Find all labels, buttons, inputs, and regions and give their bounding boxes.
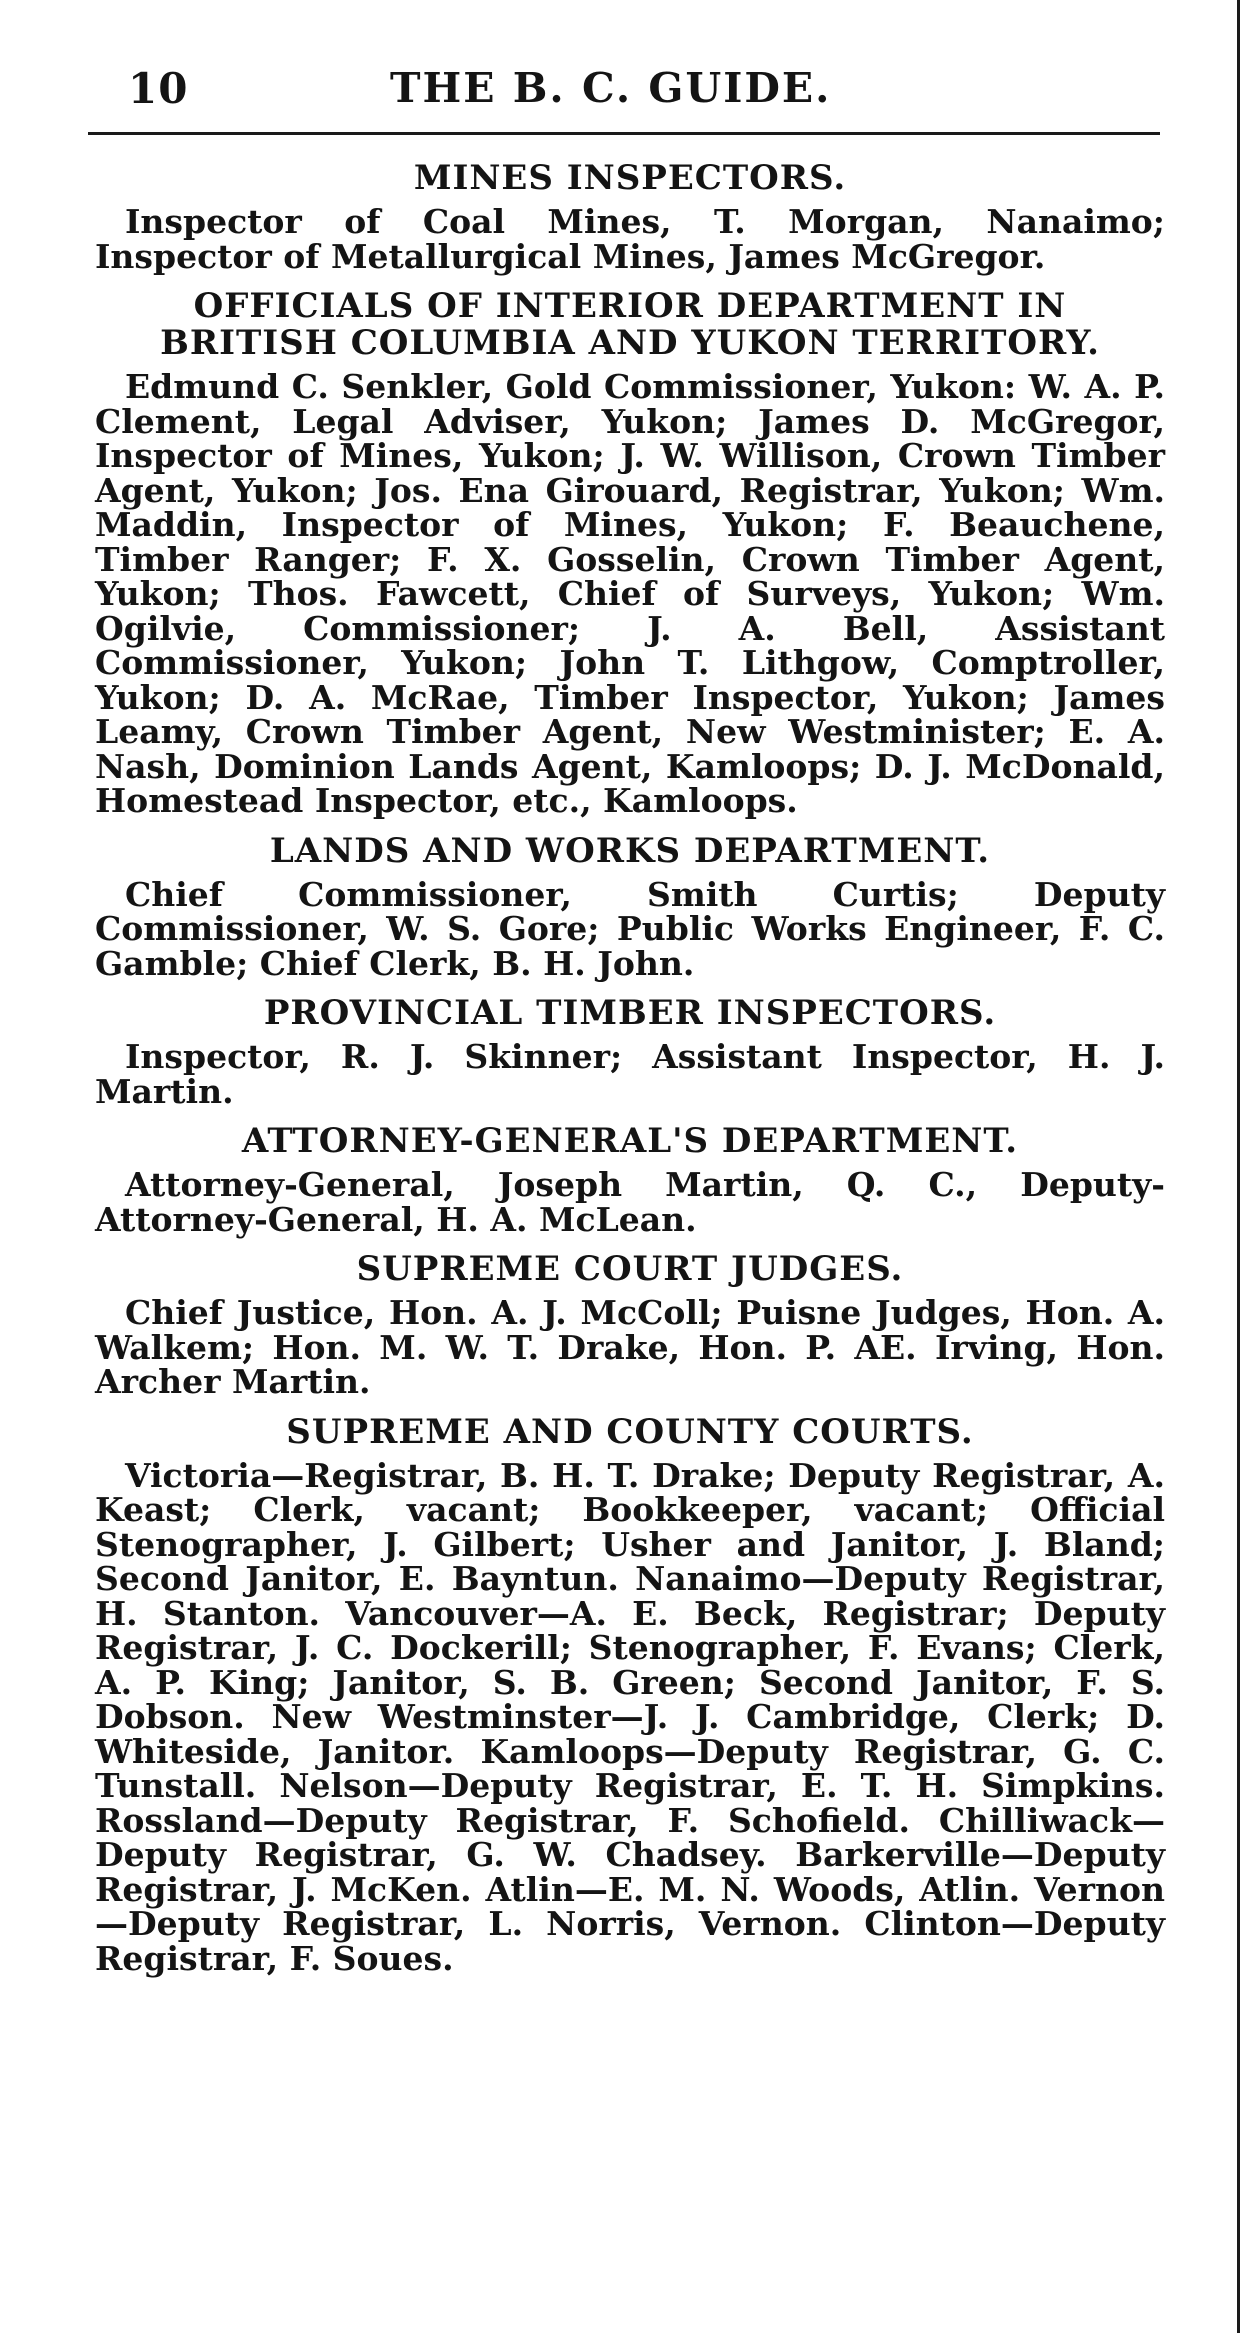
section-lands-and-works [95, 830, 1165, 983]
section-timber-inspectors [95, 995, 1165, 1109]
section-body: Victoria—Registrar, B. H. T. Drake; Deputy Registrar, A. Keast; Clerk, vacant; Bookkeeper, vacant; Official Stenographer, J. Gilbert; Usher and Janitor, J. Bland; Second Janitor, E. Bayntun. Nanaimo—Deputy Registrar, H. Stanton. Vancouver—A. E. Beck, Registrar; Deputy Registrar, J. C. Dockerill; Stenographer, F. Evans; Clerk, A. P. King; Janitor, S. B. Green; Second Janitor, F. S. Dobson. New Westminster—J. J. Cambridge, Clerk; D. Whiteside, Janitor. Kamloops—Deputy Registrar, G. C. Tunstall. Nelson—Deputy Registrar, E. T. H. Simpkins. Rossland—Deputy Registrar, F. Schofield. Chilliwack—Deputy Registrar, G. W. Chadsey. Barkerville—Deputy Registrar, J. McKen. Atlin—E. M. N. Woods, Atlin. Vernon—Deputy Registrar, L. Norris, Vernon. Clinton—Deputy Registrar, F. Soues. [95, 1455, 1165, 1978]
running-title: THE B. C. GUIDE. [390, 64, 832, 112]
section-attorney-general [95, 1123, 1165, 1237]
section-body: Chief Justice, Hon. A. J. McColl; Puisne Judges, Hon. A. Walkem; Hon. M. W. T. Drake, Hon. P. AE. Irving, Hon. Archer Martin. [95, 1293, 1165, 1401]
page-header [90, 58, 1160, 120]
section-body: Chief Commissioner, Smith Curtis; Deputy Commissioner, W. S. Gore; Public Works Engineer, F. C. Gamble; Chief Clerk, B. H. John. [95, 874, 1165, 983]
section-heading: SUPREME COURT JUDGES. [356, 1249, 904, 1289]
section-supreme-and-county-courts [95, 1411, 1165, 1978]
section-body: Edmund C. Senkler, Gold Commissioner, Yukon: W. A. P. Clement, Legal Adviser, Yukon; James D. McGregor, Inspector of Mines, Yukon; J. W. Willison, Crown Timber Agent, Yukon; Jos. Ena Girouard, Registrar, Yukon; Wm. Maddin, Inspector of Mines, Yukon; F. Beauchene, Timber Ranger; F. X. Gosselin, Crown Timber Agent, Yukon; Thos. Fawcett, Chief of Surveys, Yukon; Wm. Ogilvie, Commissioner; J. A. Bell, Assistant Commissioner, Yukon; John T. Lithgow, Comptroller, Yukon; D. A. McRae, Timber Inspector, Yukon; James Leamy, Crown Timber Agent, New Westminister; E. A. Nash, Dominion Lands Agent, Kamloops; D. J. McDonald, Homestead Inspector, etc., Kamloops. [95, 367, 1165, 820]
page-number: 10 [128, 64, 189, 113]
section-supreme-court-judges [95, 1251, 1165, 1400]
section-body: Attorney-General, Joseph Martin, Q. C., Deputy-Attorney-General, H. A. McLean. [95, 1165, 1165, 1239]
section-heading: SUPREME AND COUNTY COURTS. [286, 1411, 974, 1452]
section-body: Inspector of Coal Mines, T. Morgan, Nanaimo; Inspector of Metallurgical Mines, James McGregor. [95, 202, 1165, 276]
section-heading: OFFICIALS OF INTERIOR DEPARTMENT IN BRITISH COLUMBIA AND YUKON TERRITORY. [160, 286, 1100, 363]
page-content [95, 160, 1165, 1990]
header-rule [88, 132, 1160, 135]
section-heading: MINES INSPECTORS. [413, 158, 847, 198]
section-heading: PROVINCIAL TIMBER INSPECTORS. [263, 993, 997, 1033]
section-heading: ATTORNEY-GENERAL'S DEPARTMENT. [241, 1121, 1019, 1161]
section-body: Inspector, R. J. Skinner; Assistant Inspector, H. J. Martin. [95, 1037, 1165, 1111]
section-heading: LANDS AND WORKS DEPARTMENT. [269, 830, 991, 871]
section-interior-department [95, 288, 1165, 819]
section-mines-inspectors [95, 160, 1165, 274]
